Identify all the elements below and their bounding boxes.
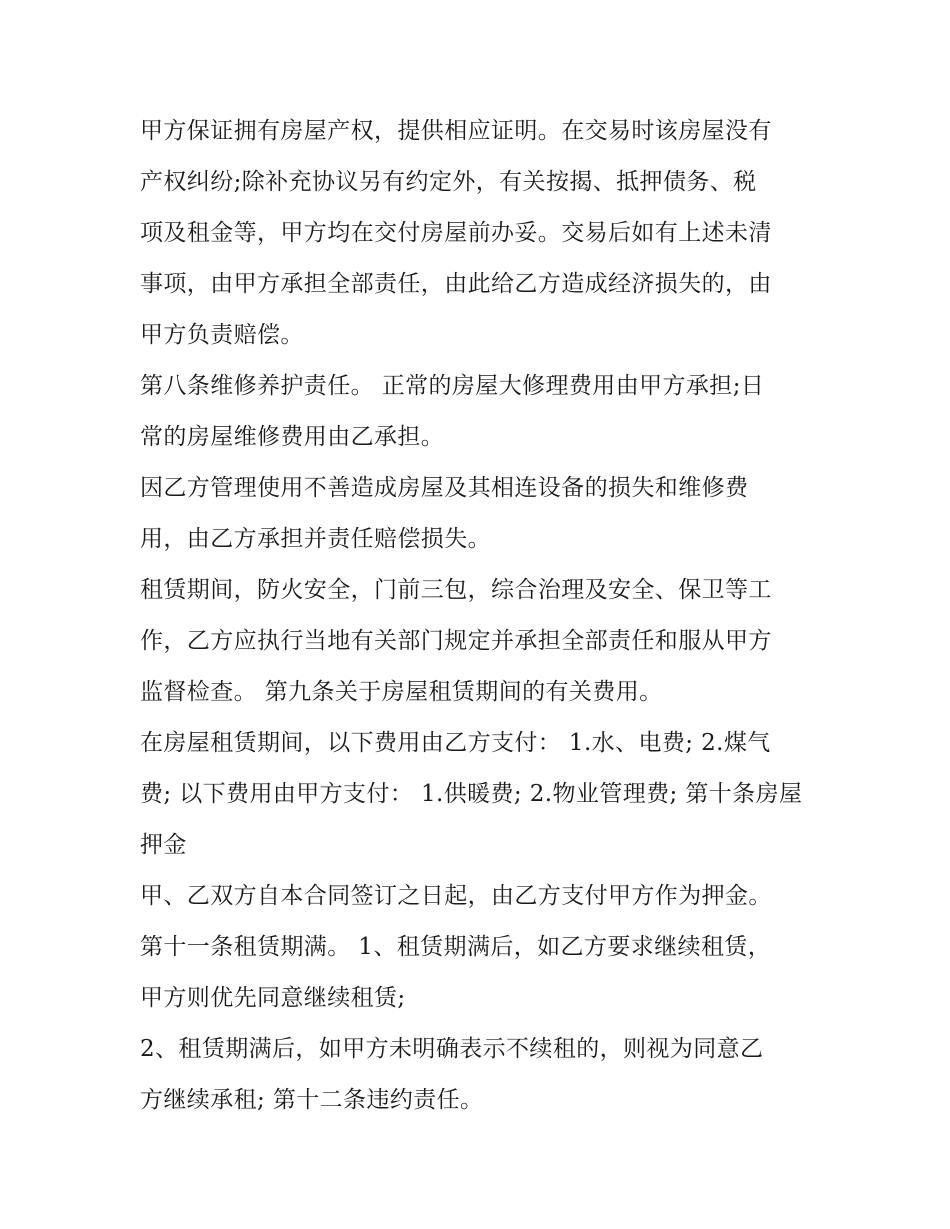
paragraph-damage-liability (140, 463, 820, 565)
text-line: 作，乙方应执行当地有关部门规定并承担全部责任和服从甲方 (140, 628, 772, 654)
paragraph-renewal-article-12 (140, 1024, 820, 1126)
text-line: 常的房屋维修费用由乙承担。 (140, 424, 445, 450)
text-line: 甲方则优先同意继续租赁; (140, 985, 406, 1011)
text-line: 甲、乙双方自本合同签订之日起，由乙方支付甲方作为押金。 (140, 883, 772, 909)
text-line: 第十一条租赁期满。 1、租赁期满后，如乙方要求继续租赁， (140, 934, 772, 960)
text-line: 因乙方管理使用不善造成房屋及其相连设备的损失和维修费 (140, 475, 749, 501)
text-line: 监督检查。 第九条关于房屋租赁期间的有关费用。 (140, 679, 663, 705)
text-line: 事项，由甲方承担全部责任，由此给乙方造成经济损失的，由 (140, 271, 772, 297)
paragraph-property-guarantee (140, 106, 820, 361)
paragraph-fees-article-10 (140, 718, 820, 871)
paragraph-deposit (140, 871, 820, 922)
paragraph-article-8-maintenance (140, 361, 820, 463)
text-line: 在房屋租赁期间，以下费用由乙方支付： 1.水、电费; 2.煤气 (140, 730, 771, 756)
text-line: 费; 以下费用由甲方支付： 1.供暖费; 2.物业管理费; 第十条房屋 (140, 781, 803, 807)
text-line: 租赁期间，防火安全，门前三包，综合治理及安全、保卫等工 (140, 577, 772, 603)
text-line: 甲方负责赔偿。 (140, 322, 304, 348)
text-line: 2、租赁期满后，如甲方未明确表示不续租的，则视为同意乙 (140, 1036, 764, 1062)
text-line: 用，由乙方承担并责任赔偿损失。 (140, 526, 491, 552)
text-line: 押金 (140, 832, 187, 858)
paragraph-safety-article-9 (140, 565, 820, 718)
paragraph-article-11-expiry (140, 922, 820, 1024)
text-line: 项及租金等，甲方均在交付房屋前办妥。交易后如有上述未清 (140, 220, 772, 246)
text-line: 产权纠纷;除补充协议另有约定外，有关按揭、抵押债务、税 (140, 169, 757, 195)
text-line: 第八条维修养护责任。 正常的房屋大修理费用由甲方承担;日 (140, 373, 765, 399)
text-line: 甲方保证拥有房屋产权，提供相应证明。在交易时该房屋没有 (140, 118, 772, 144)
text-line: 方继续承租; 第十二条违约责任。 (140, 1087, 484, 1113)
document-body (140, 106, 820, 1126)
